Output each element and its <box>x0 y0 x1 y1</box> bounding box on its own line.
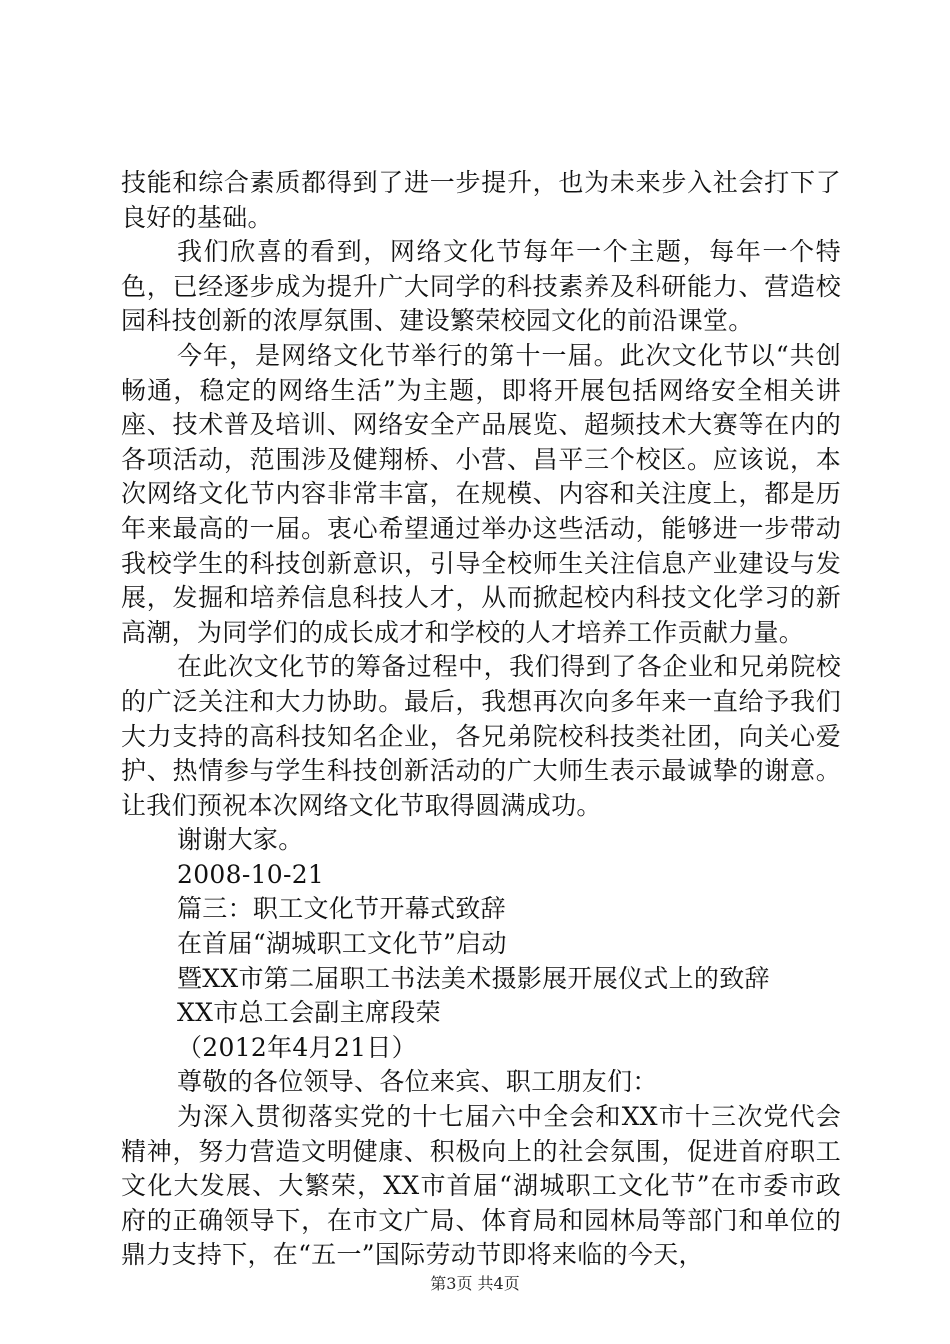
section-heading: 篇三：职工文化节开幕式致辞 <box>177 894 506 924</box>
speech-title-line-1: 在首届“湖城职工文化节”启动 <box>177 929 507 959</box>
page-footer: 第3页 共4页 <box>430 1274 520 1293</box>
document-body <box>121 166 841 1273</box>
speech-date: 2008-10-21 <box>177 859 325 889</box>
paragraph-thanks: 在此次文化节的筹备过程中，我们得到了各企业和兄弟院校的广泛关注和大力协助。最后，我想再次向多年来一直给予我们大力支持的高科技知名企业，各兄弟院校科技类社团，向关心爱护、热情参与学生科技创新活动的广大师生表示最诚挚的谢意。让我们预祝本次网络文化节取得圆满成功。 <box>121 652 841 820</box>
speech-title-line-2: 暨XX市第二届职工书法美术摄影展开展仪式上的致辞 <box>177 963 770 993</box>
speaker-name: XX市总工会副主席段荣 <box>177 998 441 1028</box>
paragraph-theme: 我们欣喜的看到，网络文化节每年一个主题，每年一个特色，已经逐步成为提升广大同学的科技素养及科研能力、营造校园科技创新的浓厚氛围、建设繁荣校园文化的前沿课堂。 <box>121 237 841 336</box>
paragraph-continuation: 技能和综合素质都得到了进一步提升，也为未来步入社会打下了良好的基础。 <box>121 168 841 232</box>
salutation: 尊敬的各位领导、各位来宾、职工朋友们： <box>177 1067 658 1097</box>
closing-thanks: 谢谢大家。 <box>177 825 304 855</box>
paragraph-festival-details: 今年，是网络文化节举行的第十一届。此次文化节以“共创畅通，稳定的网络生活”为主题，即将开展包括网络安全相关讲座、技术普及培训、网络安全产品展览、超频技术大赛等在内的各项活动，范围涉及健翔桥、小营、昌平三个校区。应该说，本次网络文化节内容非常丰富，在规模、内容和关注度上，都是历年来最高的一届。衷心希望通过举办这些活动，能够进一步带动我校学生的科技创新意识，引导全校师生关注信息产业建设与发展，发掘和培养信息科技人才，从而掀起校内科技文化学习的新高潮，为同学们的成长成才和学校的人才培养工作贡献力量。 <box>121 340 841 647</box>
paragraph-opening: 为深入贯彻落实党的十七届六中全会和XX市十三次党代会精神，努力营造文明健康、积极向上的社会氛围，促进首府职工文化大发展、大繁荣，XX市首届“湖城职工文化节”在市委市政府的正确领导下，在市文广局、体育局和园林局等部门和单位的鼎力支持下，在“五一”国际劳动节即将来临的今天， <box>121 1102 841 1270</box>
speech-date-2012: （2012年4月21日） <box>177 1032 417 1062</box>
